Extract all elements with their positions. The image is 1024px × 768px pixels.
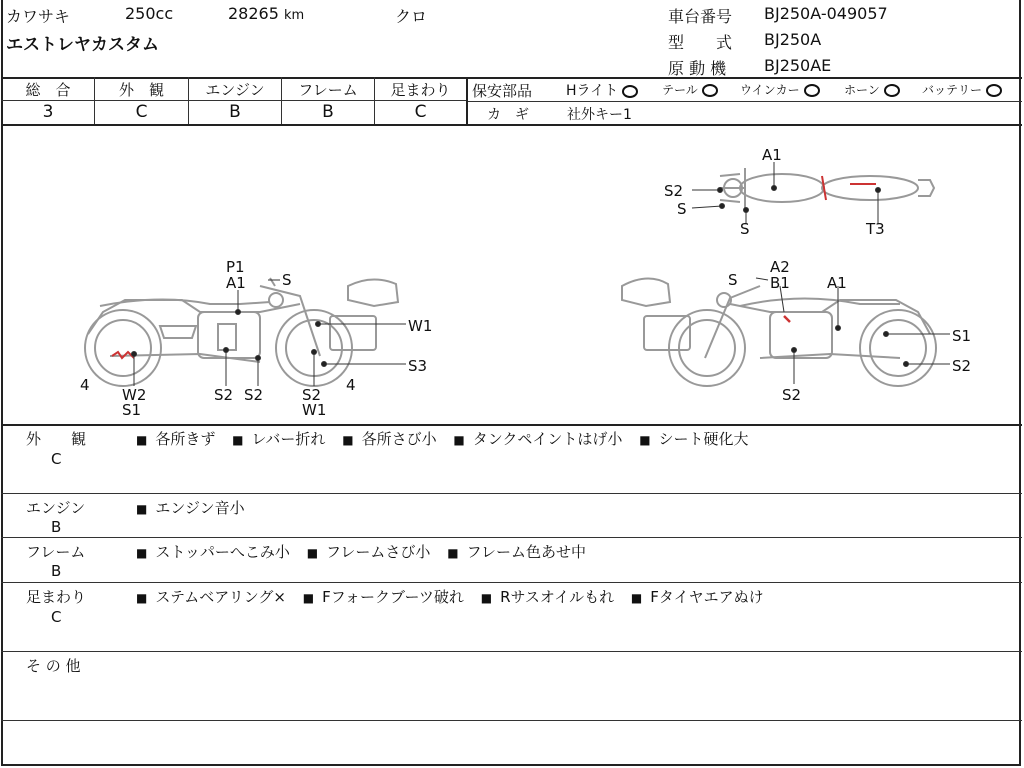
list-item: ステムベアリング× [155, 588, 286, 606]
safety-label: 保安部品 [472, 82, 533, 100]
ok-circle-icon [622, 85, 638, 98]
bullet-icon: ■ [342, 433, 354, 447]
label-w1: W1 [302, 401, 327, 419]
displacement: 250cc [125, 4, 174, 23]
model-name: エストレヤカスタム [6, 35, 159, 55]
section-title-exterior: 外 観 [26, 430, 87, 448]
safety-item-battery: バッテリー [922, 81, 1002, 98]
grade-suspension: C [414, 102, 427, 122]
section-items-exterior [136, 428, 761, 449]
type-value: BJ250A [764, 30, 822, 49]
divider [1, 100, 468, 101]
divider [468, 101, 1022, 102]
divider [1, 651, 1022, 652]
key-value: 社外キー1 [567, 107, 632, 123]
grade-engine: B [229, 102, 241, 122]
list-item: 各所きず [155, 430, 216, 448]
list-item: エンジン音小 [155, 499, 245, 517]
bike-right-side-drawing [622, 278, 936, 386]
label-s: S [728, 271, 738, 289]
label-s2: S2 [782, 386, 802, 404]
safety-item-winker: ウインカー [740, 81, 820, 98]
grade-total-label: 総 合 [25, 81, 71, 99]
safety-item-headlight: Hライト [566, 80, 638, 100]
bullet-icon: ■ [136, 546, 148, 560]
bullet-icon: ■ [447, 546, 459, 560]
label-s1: S1 [952, 327, 972, 345]
bullet-icon: ■ [136, 502, 148, 516]
label-4: 4 [346, 376, 356, 394]
label-w1: W1 [408, 317, 433, 335]
bullet-icon: ■ [302, 591, 315, 605]
list-item: シート硬化大 [658, 430, 749, 448]
grade-exterior-label: 外 観 [118, 81, 164, 99]
section-items-engine [136, 497, 257, 518]
label-s2: S2 [302, 386, 322, 404]
grade-total: 3 [42, 102, 54, 122]
divider [1, 493, 1022, 494]
bike-left-side-drawing [85, 278, 398, 386]
section-title-engine: エンジン [26, 499, 86, 517]
ok-circle-icon [884, 84, 900, 97]
section-items-frame [136, 541, 598, 562]
mileage: 28265 km [228, 4, 305, 23]
grade-exterior: C [135, 102, 148, 122]
bike-top-view-drawing [720, 168, 934, 212]
label-s1: S1 [122, 401, 142, 419]
divider [1, 424, 1022, 426]
grade-suspension-label: 足まわり [390, 81, 451, 99]
list-item: 各所さび小 [361, 430, 437, 448]
label-a1: A1 [762, 146, 782, 164]
grade-engine-label: エンジン [205, 81, 265, 99]
divider [1, 720, 1022, 721]
engine-value: BJ250AE [764, 56, 832, 75]
engine-label: 原 動 機 [668, 59, 727, 78]
safety-item-horn: ホーン [844, 81, 900, 98]
bullet-icon: ■ [480, 591, 493, 605]
list-item: フレームさび小 [326, 543, 431, 561]
label-s: S [677, 200, 687, 218]
label-t3: T3 [866, 220, 885, 238]
list-item: ストッパーへこみ小 [155, 543, 290, 561]
list-item: Fタイヤエアぬけ [650, 588, 764, 606]
section-title-suspension: 足まわり [26, 588, 87, 606]
label-a1: A1 [827, 274, 847, 292]
label-4: 4 [80, 376, 90, 394]
list-item: フレーム色あせ中 [466, 543, 586, 561]
list-item: レバー折れ [251, 430, 326, 448]
ok-circle-icon [986, 84, 1002, 97]
color: クロ [395, 7, 428, 26]
list-item: Fフォークブーツ破れ [322, 588, 464, 606]
label-a2: A2 [770, 258, 790, 276]
divider [466, 77, 468, 124]
bullet-icon: ■ [136, 433, 148, 447]
label-p1: P1 [226, 258, 245, 276]
section-title-other: そ の 他 [26, 657, 81, 675]
damage-diagram [0, 126, 1024, 426]
bullet-icon: ■ [639, 433, 651, 447]
label-w2: W2 [122, 386, 147, 404]
divider [1, 537, 1022, 538]
section-items-suspension [136, 586, 776, 607]
maker: カワサキ [6, 7, 71, 26]
label-s2: S2 [214, 386, 234, 404]
section-grade-engine: B [51, 518, 62, 536]
frame-no-label: 車台番号 [668, 7, 733, 26]
grade-frame-label: フレーム [298, 81, 358, 99]
safety-item-tail: テール [662, 81, 718, 98]
frame-no: BJ250A-049057 [764, 4, 888, 23]
label-s2: S2 [952, 357, 972, 375]
bullet-icon: ■ [453, 433, 465, 447]
list-item: Rサスオイルもれ [500, 588, 615, 606]
section-grade-frame: B [51, 562, 62, 580]
grade-frame: B [322, 102, 334, 122]
divider [1, 582, 1022, 583]
ok-circle-icon [804, 84, 820, 97]
section-grade-exterior: C [51, 450, 62, 468]
bullet-icon: ■ [306, 546, 319, 560]
bullet-icon: ■ [232, 433, 244, 447]
ok-circle-icon [702, 84, 718, 97]
label-b1: B1 [770, 274, 790, 292]
section-title-frame: フレーム [26, 543, 86, 561]
type-label: 型 式 [668, 33, 733, 52]
label-s2: S2 [664, 182, 684, 200]
bullet-icon: ■ [136, 591, 148, 605]
label-a1: A1 [226, 274, 246, 292]
key-label: カ ギ [487, 107, 529, 123]
section-grade-suspension: C [51, 608, 62, 626]
label-s3: S3 [408, 357, 428, 375]
bullet-icon: ■ [630, 591, 643, 605]
label-s: S [740, 220, 750, 238]
list-item: タンクペイントはげ小 [472, 430, 623, 448]
label-s: S [282, 271, 292, 289]
label-s2: S2 [244, 386, 264, 404]
